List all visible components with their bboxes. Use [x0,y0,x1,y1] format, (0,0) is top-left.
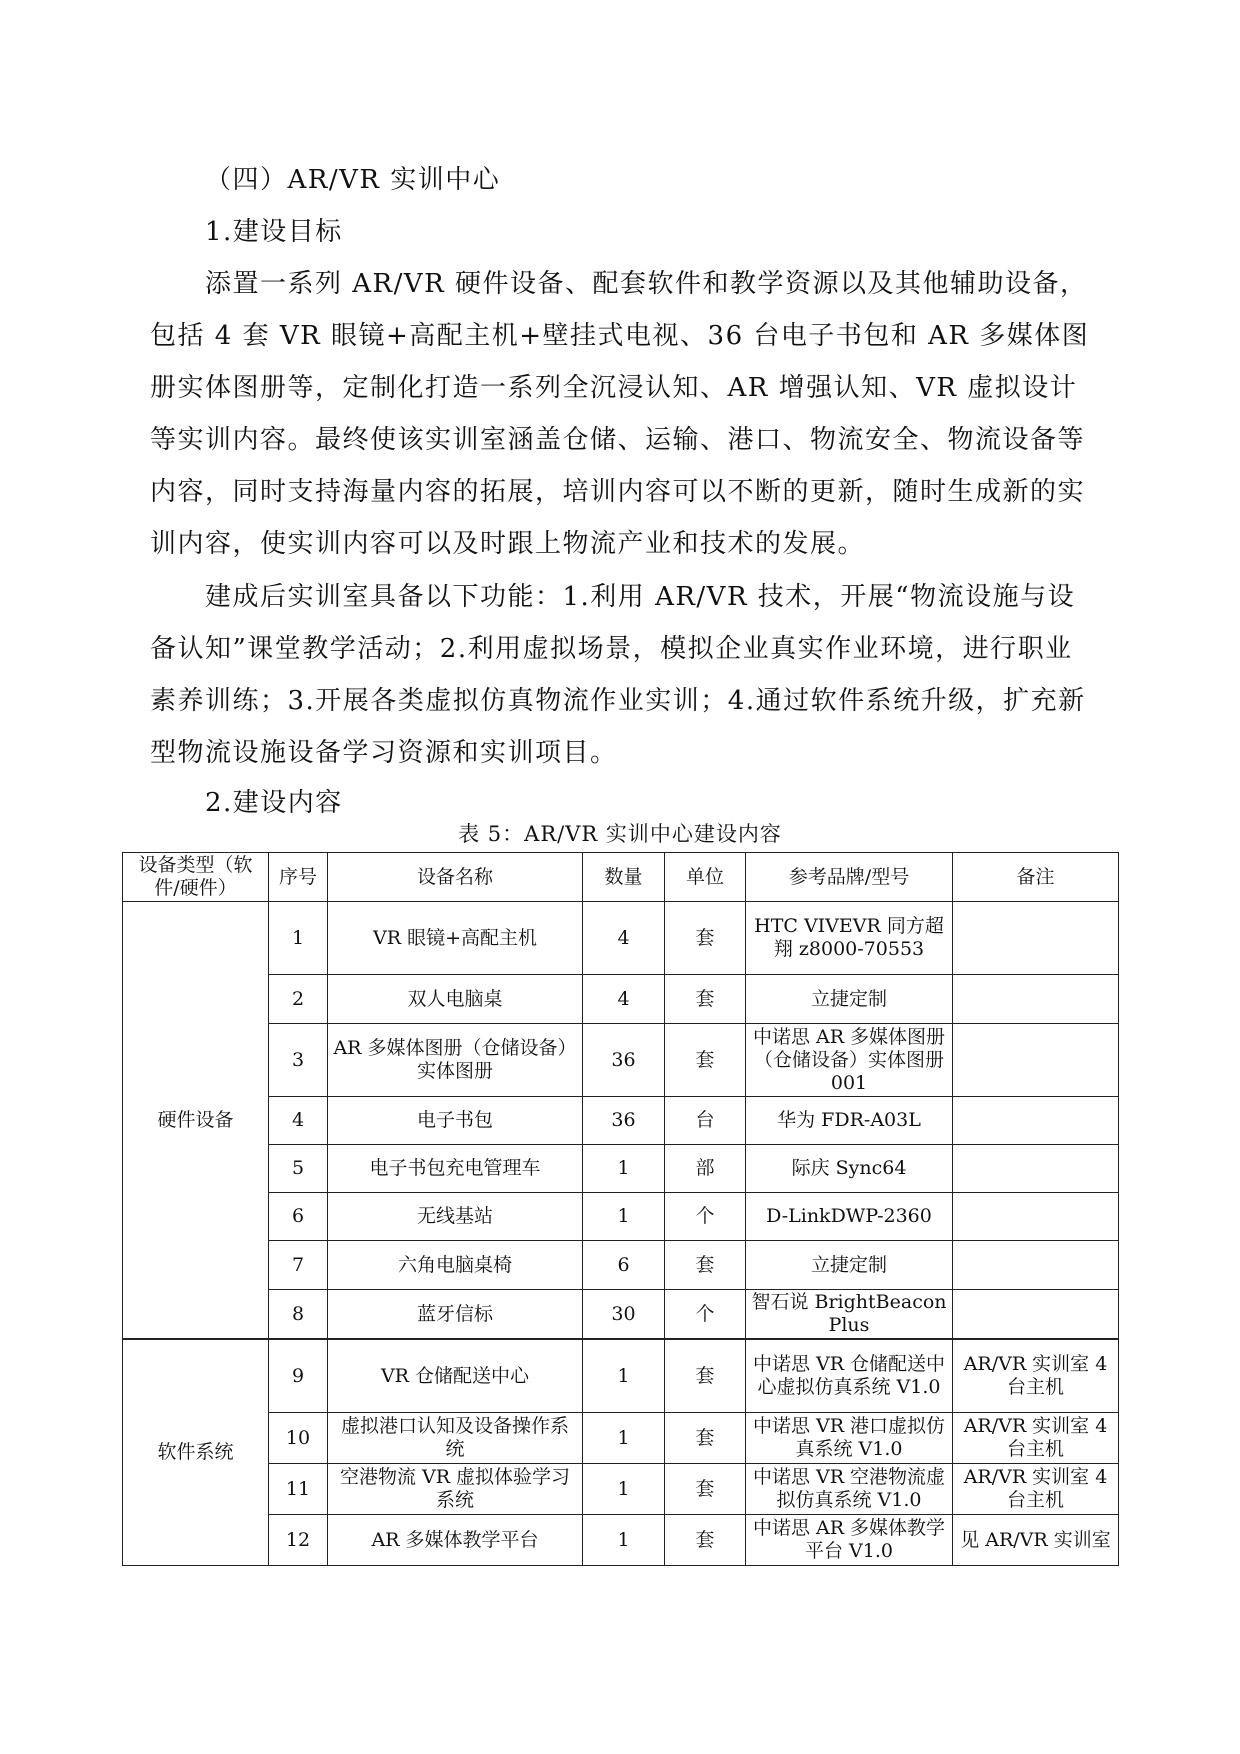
table-row [123,1193,1119,1241]
cell-qty: 1 [583,1193,665,1241]
cell-brand: D-LinkDWP-2360 [746,1193,953,1241]
cell-qty: 30 [583,1290,665,1340]
table-row [123,1515,1119,1566]
paragraph-goal: 添置一系列 AR/VR 硬件设备、配套软件和教学资源以及其他辅助设备，包括 4 套 VR 眼镜+高配主机+壁挂式电视、36 台电子书包和 AR 多媒体图册实体图册等，定制化打造一系列全沉浸认知、AR 增强认知、VR 虚拟设计等实训内容。最终使该实训室涵盖仓储、运输、港口、物流安全、物流设备等内容，同时支持海量内容的拓展，培训内容可以不断的更新，随时生成新的实训内容，使实训内容可以及时跟上物流产业和技术的发展。 [150,269,1090,559]
group-type-cell: 硬件设备 [123,902,269,1340]
col-header-type: 设备类型（软件/硬件） [123,853,269,902]
cell-note [953,975,1119,1024]
col-header-unit: 单位 [665,853,746,902]
cell-no: 8 [269,1290,328,1340]
cell-note [953,1024,1119,1097]
cell-no: 7 [269,1241,328,1290]
col-header-qty: 数量 [583,853,665,902]
cell-brand: 中诺思 VR 仓储配送中心虚拟仿真系统 V1.0 [746,1339,953,1413]
cell-brand: 智石说 BrightBeacon Plus [746,1290,953,1340]
cell-no: 1 [269,902,328,975]
cell-no: 12 [269,1515,328,1566]
paragraph-functions: 建成后实训室具备以下功能：1.利用 AR/VR 技术，开展“物流设施与设备认知”课堂教学活动；2.利用虚拟场景，模拟企业真实作业环境，进行职业素养训练；3.开展各类虚拟仿真物流作业实训；4.通过软件系统升级，扩充新型物流设施设备学习资源和实训项目。 [150,582,1086,768]
cell-brand: 中诺思 AR 多媒体图册（仓储设备）实体图册 001 [746,1024,953,1097]
cell-note [953,1145,1119,1193]
cell-brand: HTC VIVEVR 同方超翔 z8000-70553 [746,902,953,975]
cell-name: 电子书包充电管理车 [328,1145,583,1193]
cell-unit: 套 [665,975,746,1024]
cell-unit: 套 [665,1464,746,1515]
cell-brand: 中诺思 VR 港口虚拟仿真系统 V1.0 [746,1413,953,1464]
cell-unit: 个 [665,1193,746,1241]
cell-qty: 36 [583,1024,665,1097]
cell-note: 见 AR/VR 实训室 [953,1515,1119,1566]
col-header-note: 备注 [953,853,1119,902]
cell-qty: 1 [583,1515,665,1566]
cell-name: 虚拟港口认知及设备操作系统 [328,1413,583,1464]
cell-note [953,1290,1119,1340]
cell-qty: 36 [583,1097,665,1145]
cell-name: 蓝牙信标 [328,1290,583,1340]
subheading-goal: 1.建设目标 [205,217,343,247]
cell-name: VR 仓储配送中心 [328,1339,583,1413]
table-row [123,1097,1119,1145]
cell-unit: 套 [665,1413,746,1464]
table-row [123,1413,1119,1464]
cell-brand: 华为 FDR-A03L [746,1097,953,1145]
table-row [123,975,1119,1024]
cell-qty: 1 [583,1339,665,1413]
cell-no: 5 [269,1145,328,1193]
cell-name: AR 多媒体图册（仓储设备）实体图册 [328,1024,583,1097]
equipment-table [122,852,1119,1566]
cell-no: 3 [269,1024,328,1097]
cell-qty: 1 [583,1464,665,1515]
group-type-cell: 软件系统 [123,1339,269,1566]
cell-name: AR 多媒体教学平台 [328,1515,583,1566]
table-row [123,1145,1119,1193]
cell-qty: 1 [583,1145,665,1193]
table-row [123,902,1119,975]
col-header-brand: 参考品牌/型号 [746,853,953,902]
cell-no: 11 [269,1464,328,1515]
table-row [123,1241,1119,1290]
table-header-row [123,853,1119,902]
cell-qty: 6 [583,1241,665,1290]
col-header-name: 设备名称 [328,853,583,902]
cell-qty: 4 [583,902,665,975]
table-row [123,1290,1119,1340]
table-row [123,1339,1119,1413]
cell-brand: 际庆 Sync64 [746,1145,953,1193]
cell-qty: 1 [583,1413,665,1464]
cell-name: VR 眼镜+高配主机 [328,902,583,975]
cell-note [953,1241,1119,1290]
col-header-no: 序号 [269,853,328,902]
cell-unit: 套 [665,1515,746,1566]
table-row [123,1464,1119,1515]
cell-note: AR/VR 实训室 4 台主机 [953,1464,1119,1515]
cell-note: AR/VR 实训室 4 台主机 [953,1413,1119,1464]
cell-brand: 立捷定制 [746,1241,953,1290]
cell-no: 2 [269,975,328,1024]
cell-name: 无线基站 [328,1193,583,1241]
table-caption: 表 5：AR/VR 实训中心建设内容 [458,822,782,846]
cell-unit: 套 [665,1241,746,1290]
cell-brand: 中诺思 AR 多媒体教学平台 V1.0 [746,1515,953,1566]
cell-unit: 套 [665,1024,746,1097]
cell-unit: 套 [665,1339,746,1413]
cell-unit: 套 [665,902,746,975]
cell-note [953,902,1119,975]
section-heading: （四）AR/VR 实训中心 [205,165,501,195]
cell-no: 4 [269,1097,328,1145]
cell-qty: 4 [583,975,665,1024]
cell-no: 6 [269,1193,328,1241]
cell-unit: 台 [665,1097,746,1145]
cell-unit: 个 [665,1290,746,1340]
cell-no: 10 [269,1413,328,1464]
cell-brand: 中诺思 VR 空港物流虚拟仿真系统 V1.0 [746,1464,953,1515]
cell-name: 空港物流 VR 虚拟体验学习系统 [328,1464,583,1515]
subheading-content: 2.建设内容 [205,788,343,818]
cell-note [953,1193,1119,1241]
cell-name: 双人电脑桌 [328,975,583,1024]
cell-unit: 部 [665,1145,746,1193]
cell-name: 六角电脑桌椅 [328,1241,583,1290]
cell-note: AR/VR 实训室 4 台主机 [953,1339,1119,1413]
cell-brand: 立捷定制 [746,975,953,1024]
cell-no: 9 [269,1339,328,1413]
cell-name: 电子书包 [328,1097,583,1145]
table-row [123,1024,1119,1097]
cell-note [953,1097,1119,1145]
